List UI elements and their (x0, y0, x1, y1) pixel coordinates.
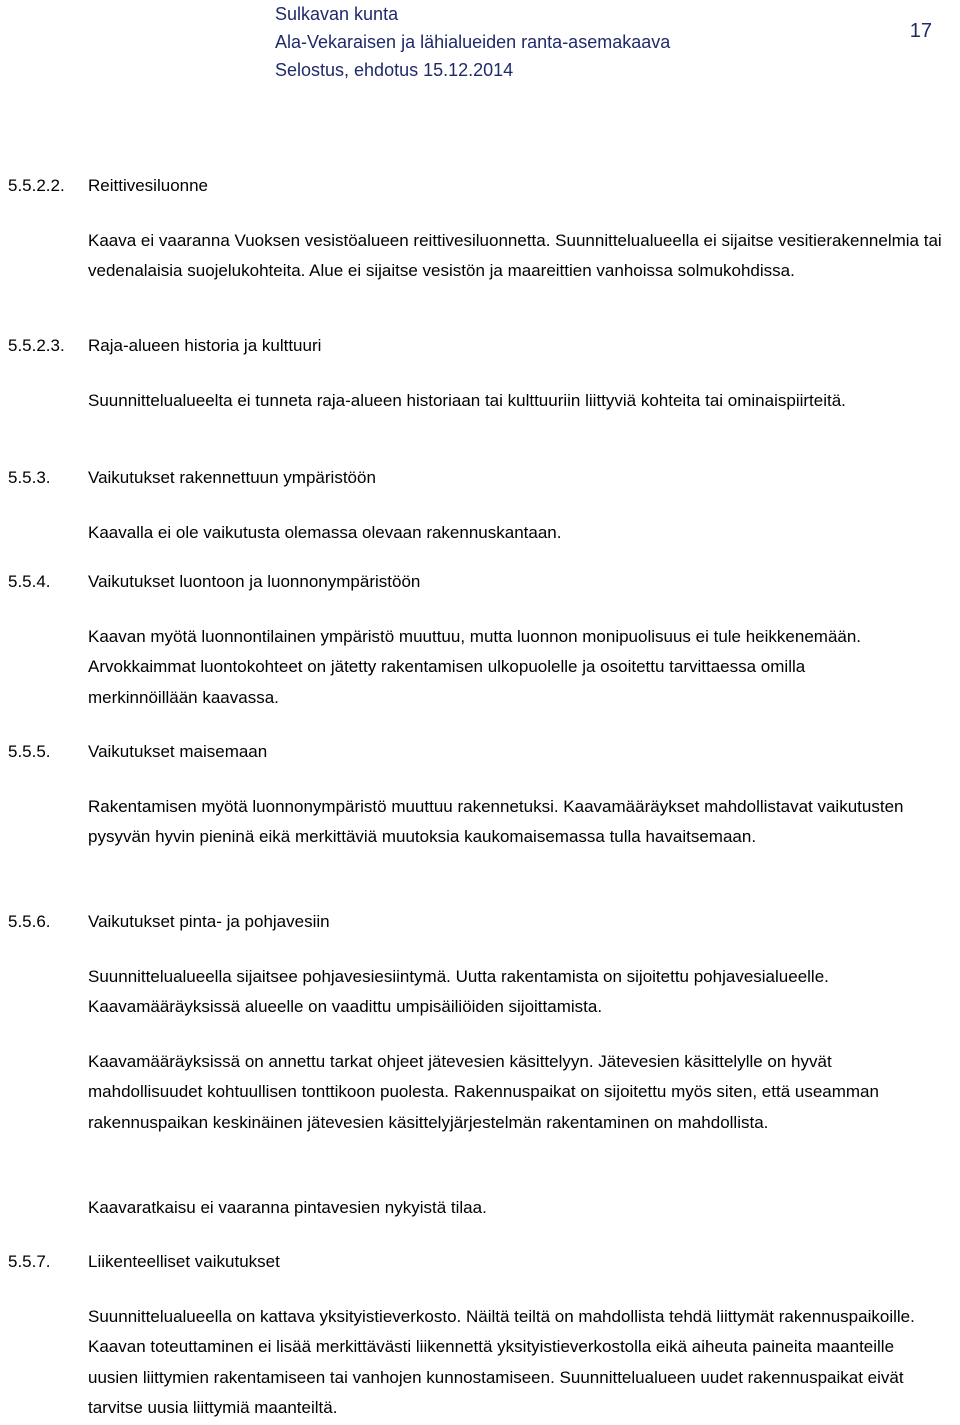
section-number: 5.5.7. (8, 1252, 51, 1271)
header-municipality: Sulkavan kunta (275, 4, 399, 24)
section-paragraph: Rakentamisen myötä luonnonympäristö muuttuu rakennetuksi. Kaavamääräykset mahdollistavat vaikutusten pysyvän hyvin pieninä eikä merkittäviä muutoksia kaukomaisemassa tulla havaitsemaan. (88, 797, 904, 847)
section-heading: Liikenteelliset vaikutukset (88, 1252, 280, 1271)
section-number: 5.5.3. (8, 468, 51, 487)
section-heading: Raja-alueen historia ja kulttuuri (88, 336, 322, 355)
section-paragraph: Kaavaratkaisu ei vaaranna pintavesien nykyistä tilaa. (88, 1198, 487, 1217)
section-paragraph: Suunnittelualueella on kattava yksityistieverkosto. Näiltä teiltä on mahdollista tehdä liittymät rakennuspaikoille. Kaavan toteuttaminen ei lisää merkittävästi liikennettä yksityistieverkostolla eikä aiheuta paineita maanteille uusien liittymien rakentamiseen tai vanhojen kunnostamiseen. Suunnittelualueen uudet rakennuspaikat eivät tarvitse uusia liittymiä maanteiltä. (88, 1307, 915, 1418)
section-heading: Vaikutukset luontoon ja luonnonympäristöön (88, 572, 421, 591)
section-paragraph: Kaavalla ei ole vaikutusta olemassa olevaan rakennuskantaan. (88, 523, 562, 542)
page-number: 17 (909, 20, 932, 42)
section-number: 5.5.5. (8, 742, 51, 761)
section-heading: Reittivesiluonne (88, 176, 209, 195)
section-paragraph: Kaavamääräyksissä on annettu tarkat ohjeet jätevesien käsittelyyn. Jätevesien käsittelylle on hyvät mahdollisuudet kohtuullisen tonttikoon puolesta. Rakennuspaikat on sijoitettu myös siten, että useamman rakennuspaikan keskinäinen jätevesien käsittelyjärjestelmän rakentaminen on mahdollista. (88, 1052, 879, 1132)
section-paragraph: Kaava ei vaaranna Vuoksen vesistöalueen reittivesiluonnetta. Suunnittelualueella ei sijaitse vesitierakennelmia tai vedenalaisia suojelukohteita. Alue ei sijaitse vesistön ja maareittien vanhoissa solmukohdissa. (88, 231, 942, 281)
header-plan-name: Ala-Vekaraisen ja lähialueiden ranta-asemakaava (275, 32, 671, 52)
section-number: 5.5.2.3. (8, 336, 65, 355)
section-paragraph: Suunnittelualueella sijaitsee pohjavesiesiintymä. Uutta rakentamista on sijoitettu pohjavesialueelle. Kaavamääräyksissä alueelle on vaadittu umpisäiliöiden sijoittamista. (88, 967, 829, 1017)
section-paragraph: Kaavan myötä luonnontilainen ympäristö muuttuu, mutta luonnon monipuolisuus ei tule heikkenemään. Arvokkaimmat luontokohteet on jätetty rakentamisen ulkopuolelle ja osoitettu tarvittaessa omilla merkinnöillään kaavassa. (88, 627, 862, 707)
section-paragraph: Suunnittelualueelta ei tunneta raja-alueen historiaan tai kulttuuriin liittyviä kohteita tai ominaispiirteitä. (88, 391, 846, 410)
section-heading: Vaikutukset maisemaan (88, 742, 268, 761)
header-document-status: Selostus, ehdotus 15.12.2014 (275, 60, 514, 80)
document-header (275, 0, 835, 84)
section-number: 5.5.6. (8, 912, 51, 931)
section-heading: Vaikutukset pinta- ja pohjavesiin (88, 912, 330, 931)
section-number: 5.5.4. (8, 572, 51, 591)
section-number: 5.5.2.2. (8, 176, 65, 195)
section-heading: Vaikutukset rakennettuun ympäristöön (88, 468, 376, 487)
